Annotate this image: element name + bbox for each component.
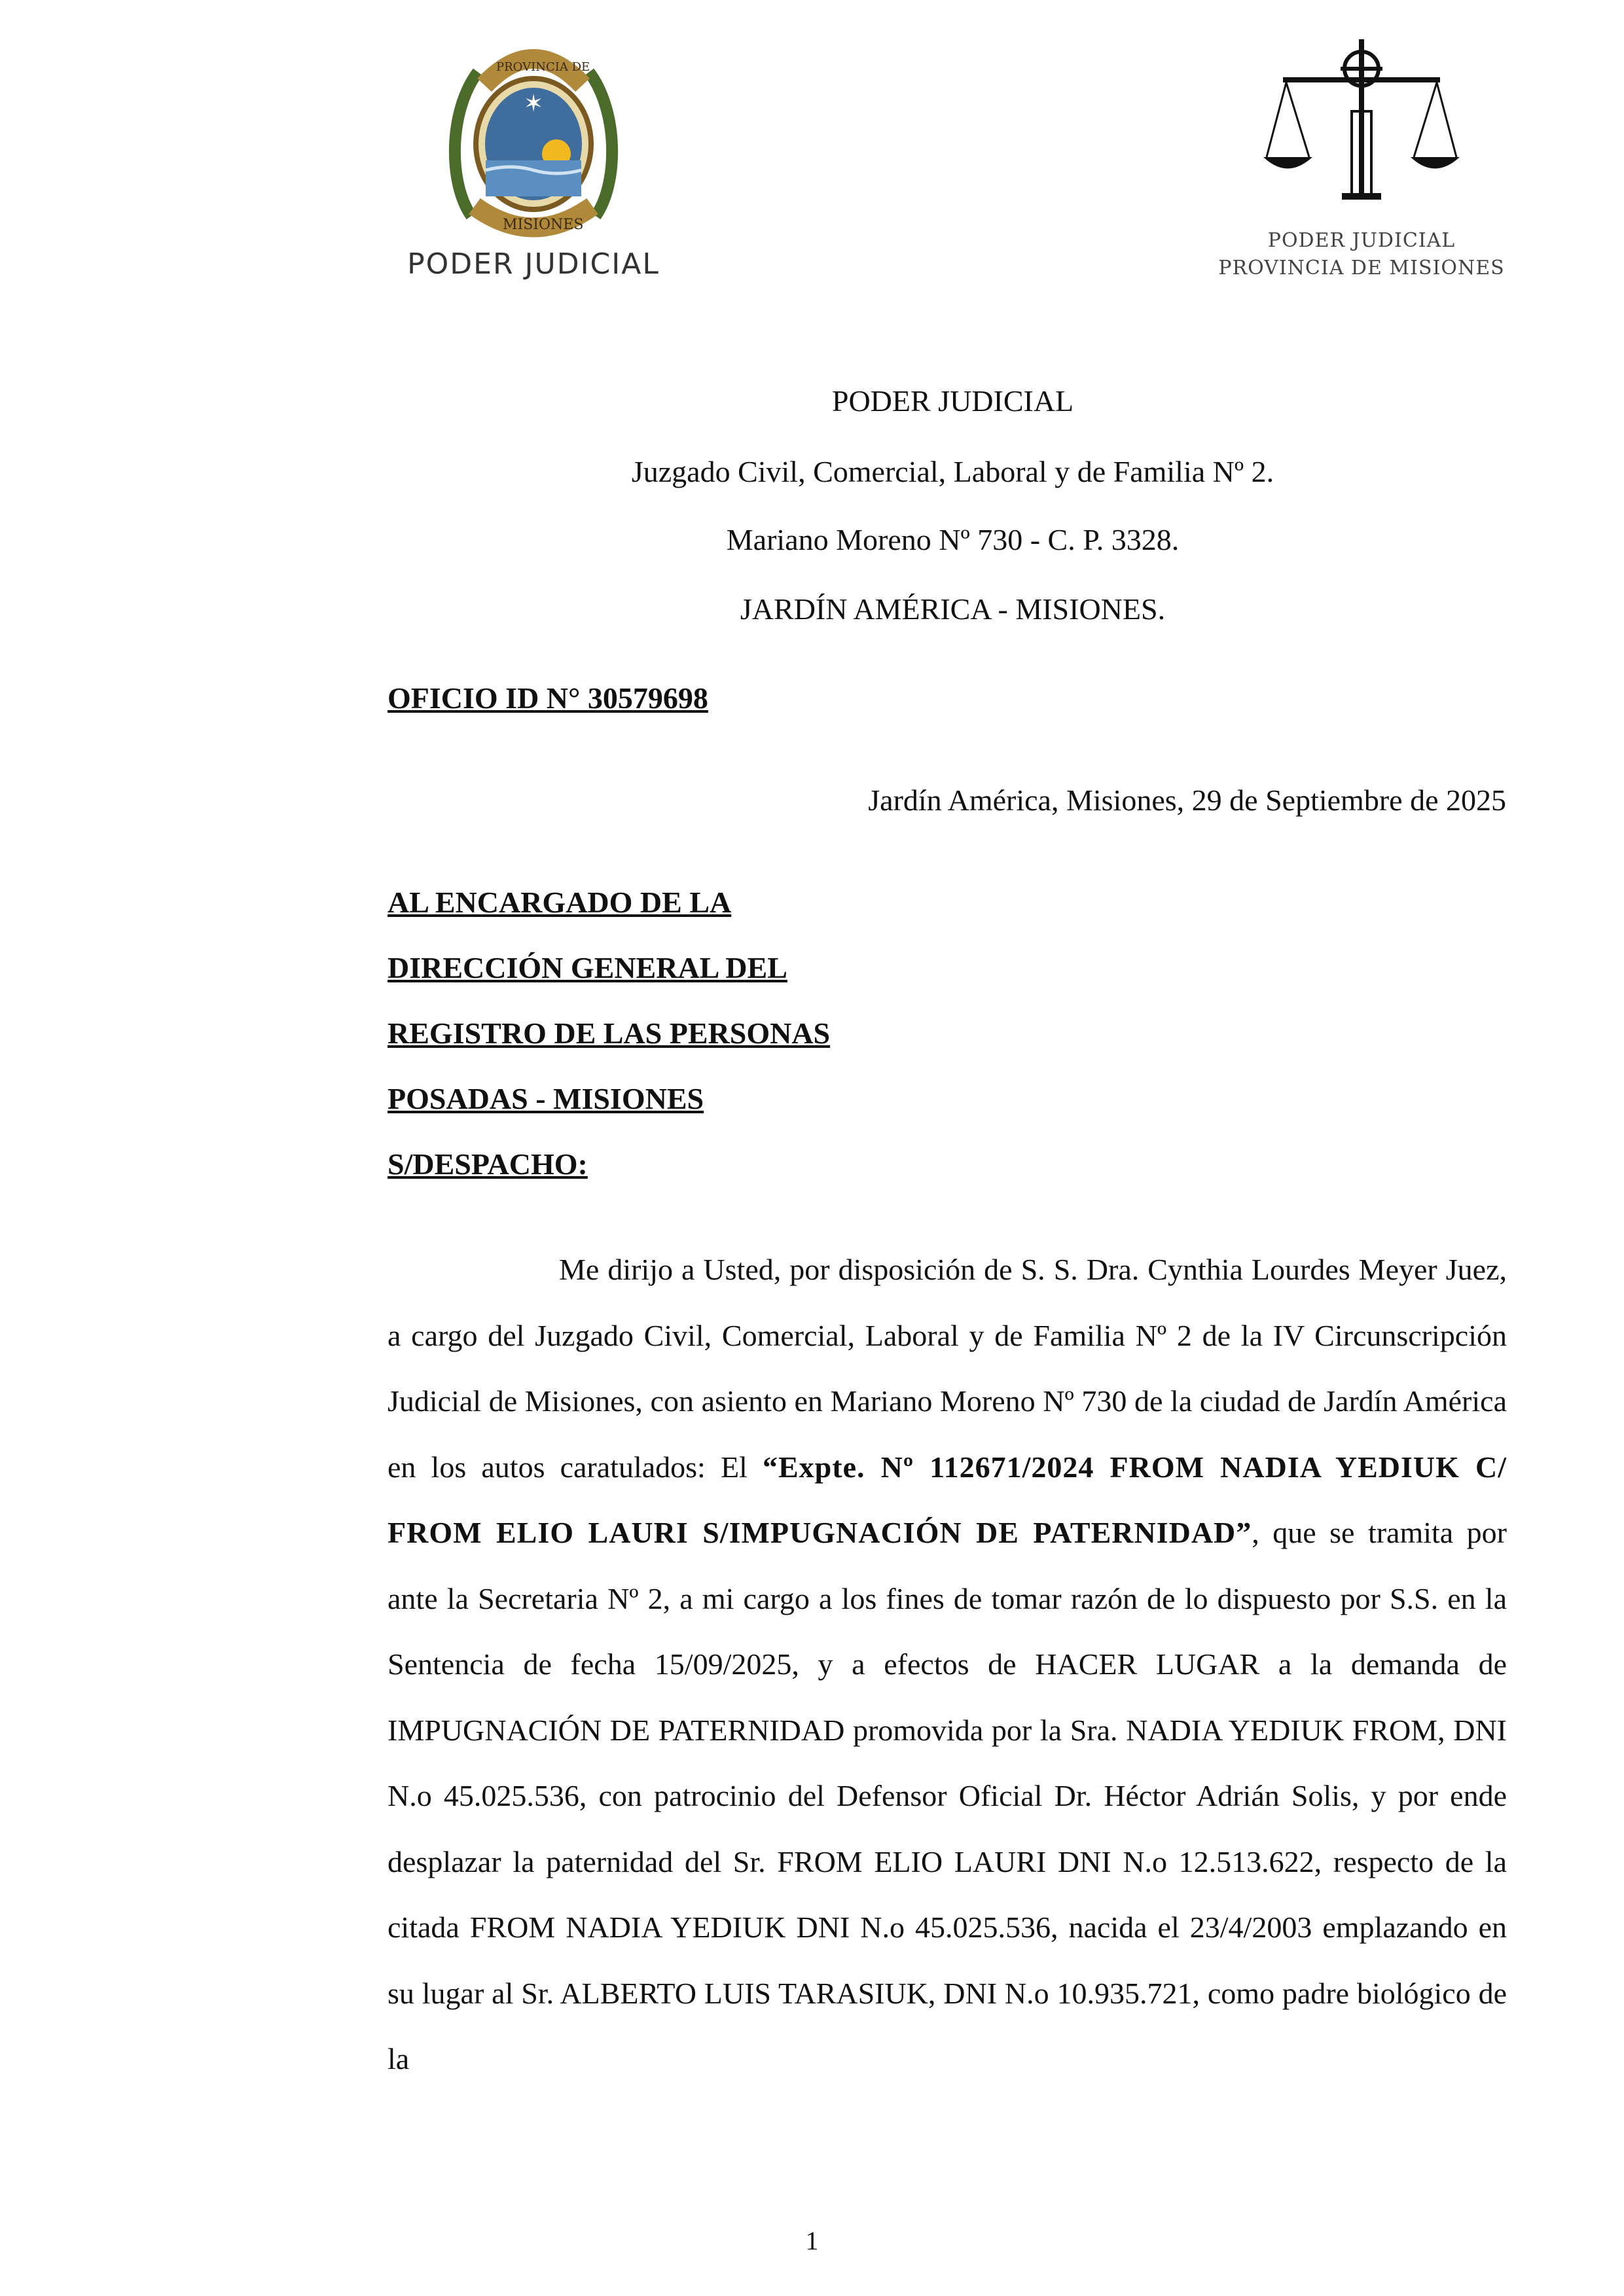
addressee-line-4: POSADAS - MISIONES — [388, 1082, 704, 1115]
seal-top-text: PROVINCIA DE — [496, 60, 590, 74]
right-logo-label-1: PODER JUDICIAL — [1267, 229, 1456, 252]
addressee-line-2: DIRECCIÓN GENERAL DEL — [388, 951, 787, 984]
document-date: Jardín América, Misiones, 29 de Septiembre de 2025 — [868, 783, 1506, 817]
header-line-1: PODER JUDICIAL — [831, 384, 1074, 418]
header-line-4: JARDÍN AMÉRICA - MISIONES. — [740, 592, 1166, 626]
header-line-3: Mariano Moreno Nº 730 - C. P. 3328. — [726, 523, 1180, 556]
header-line-2: Juzgado Civil, Comercial, Laboral y de Familia Nº 2. — [631, 455, 1274, 488]
oficio-id: OFICIO ID N° 30579698 — [388, 681, 708, 715]
addressee-line-1: AL ENCARGADO DE LA — [388, 886, 732, 919]
body-paragraph — [388, 1237, 1507, 2092]
case-title: “Expte. Nº 112671/2024 FROM NADIA YEDIUK C/ FROM ELIO LAURI S/IMPUGNACIÓN DE PATERNIDAD” — [388, 1450, 1507, 1549]
addressee-line-3: REGISTRO DE LAS PERSONAS — [388, 1016, 831, 1050]
misiones-seal-logo — [399, 39, 668, 288]
addressee-line-5: S/DESPACHO: — [388, 1147, 588, 1181]
body-text-part-1: Me dirijo a Usted, por disposición de S. S. Dra. Cynthia Lourdes Meyer Juez, a cargo del Juzgado Civil, Comercial, Laboral y de Familia Nº 2 de la IV Circunscripción Judicial de Misiones, con asiento en Mariano Moreno Nº 730 de la ciudad de Jardín América en los autos caratulados: El — [388, 1253, 1507, 1484]
scales-of-justice-icon — [1263, 33, 1460, 223]
right-logo-label-2: PROVINCIA DE MISIONES — [1218, 257, 1505, 279]
svg-text:✶: ✶ — [524, 90, 544, 117]
left-logo-label: PODER JUDICIAL — [407, 247, 660, 281]
page-number: 1 — [805, 2226, 819, 2255]
body-text-part-2: , que se tramita por ante la Secretaria Nº 2, a mi cargo a los fines de tomar razón de lo dispuesto por S.S. en la Sentencia de fecha 15/09/2025, y a efectos de HACER LUGAR a la demanda de IMPUGNACIÓN DE PATERNIDAD promovida por la Sra. NADIA YEDIUK FROM, DNI N.o 45.025.536, con patrocinio del Defensor Oficial Dr. Héctor Adrián Solis, y por ende desplazar la paternidad del Sr. FROM ELIO LAURI DNI N.o 12.513.622, respecto de la citada FROM NADIA YEDIUK DNI N.o 45.025.536, nacida el 23/4/2003 emplazando en su lugar al Sr. ALBERTO LUIS TARASIUK, DNI N.o 10.935.721, como padre biológico de la — [388, 1516, 1507, 2075]
seal-bottom-text: MISIONES — [503, 217, 584, 233]
provincial-seal-icon — [445, 39, 622, 242]
justice-scales-logo — [1218, 33, 1506, 295]
